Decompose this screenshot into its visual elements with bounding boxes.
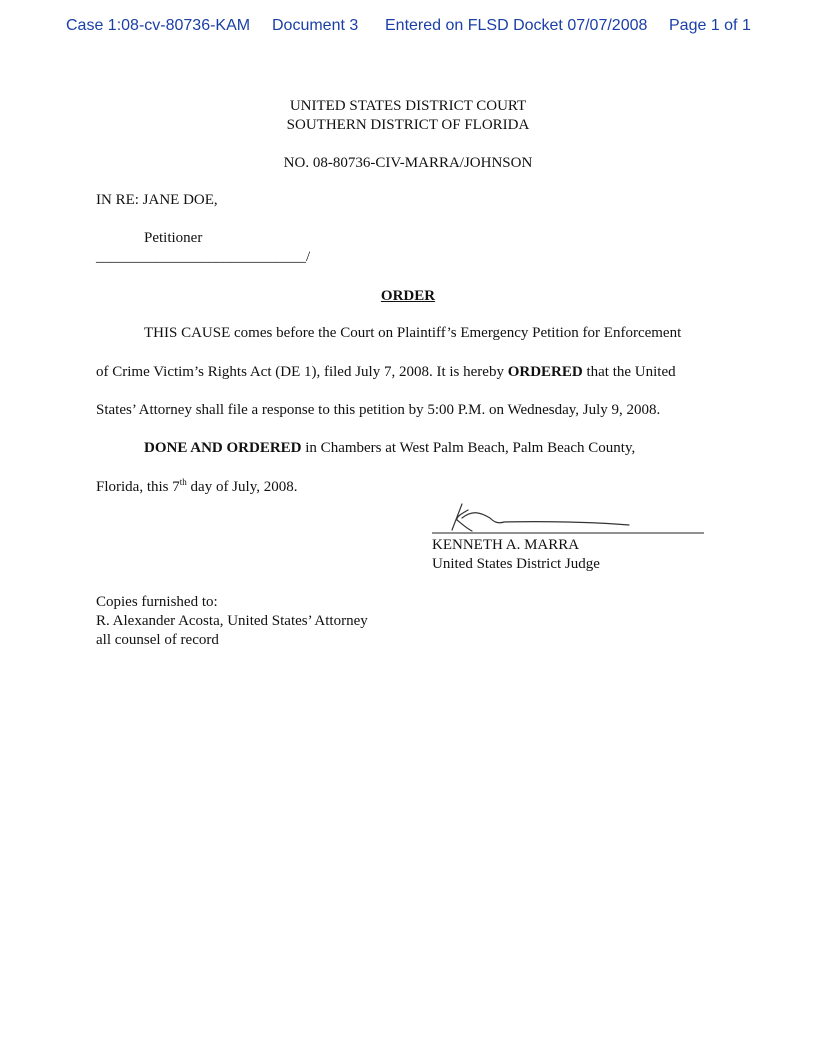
date-b: day of July, 2008. <box>186 479 298 495</box>
date-line <box>96 478 297 496</box>
judge-name: KENNETH A. MARRA <box>432 537 580 553</box>
body-line-3: States’ Attorney shall file a response to this petition by 5:00 P.M. on Wednesday, July 9, 2008. <box>96 402 661 418</box>
ecf-entered-date: Entered on FLSD Docket 07/07/2008 <box>385 17 648 34</box>
copies-item: all counsel of record <box>96 632 219 648</box>
body-line-2-a: of Crime Victim’s Rights Act (DE 1), filed July 7, 2008. It is hereby <box>96 364 508 380</box>
copies-heading: Copies furnished to: <box>96 594 218 610</box>
judge-signature <box>452 504 629 531</box>
body-line-2-c: that the United <box>582 364 676 380</box>
done-bold: DONE AND ORDERED <box>144 440 302 456</box>
signature-graphic <box>432 498 707 538</box>
caption-in-re: IN RE: JANE DOE, <box>96 192 218 208</box>
court-name: UNITED STATES DISTRICT COURT <box>289 98 527 114</box>
caption-party: Petitioner <box>144 230 203 246</box>
body-line-1: THIS CAUSE comes before the Court on Plaintiff’s Emergency Petition for Enforcement <box>144 325 682 341</box>
done-rest: in Chambers at West Palm Beach, Palm Beach County, <box>301 440 636 456</box>
order-title-text: ORDER <box>380 288 436 304</box>
done-line <box>144 439 635 457</box>
court-district: SOUTHERN DISTRICT OF FLORIDA <box>286 117 530 133</box>
date-a: Florida, this 7 <box>96 479 180 495</box>
ordered-bold: ORDERED <box>507 364 583 380</box>
body-line-2 <box>96 363 676 381</box>
ecf-page-number: Page 1 of 1 <box>669 17 751 34</box>
order-title <box>0 287 816 305</box>
judge-title: United States District Judge <box>432 556 600 572</box>
date-sup: th <box>179 477 187 487</box>
caption-line: ____________________________/ <box>96 249 311 265</box>
ecf-document-number: Document 3 <box>272 17 359 34</box>
ecf-case-number: Case 1:08-cv-80736-KAM <box>66 17 251 34</box>
copies-item: R. Alexander Acosta, United States’ Attorney <box>96 613 368 629</box>
case-number: NO. 08-80736-CIV-MARRA/JOHNSON <box>283 155 533 171</box>
